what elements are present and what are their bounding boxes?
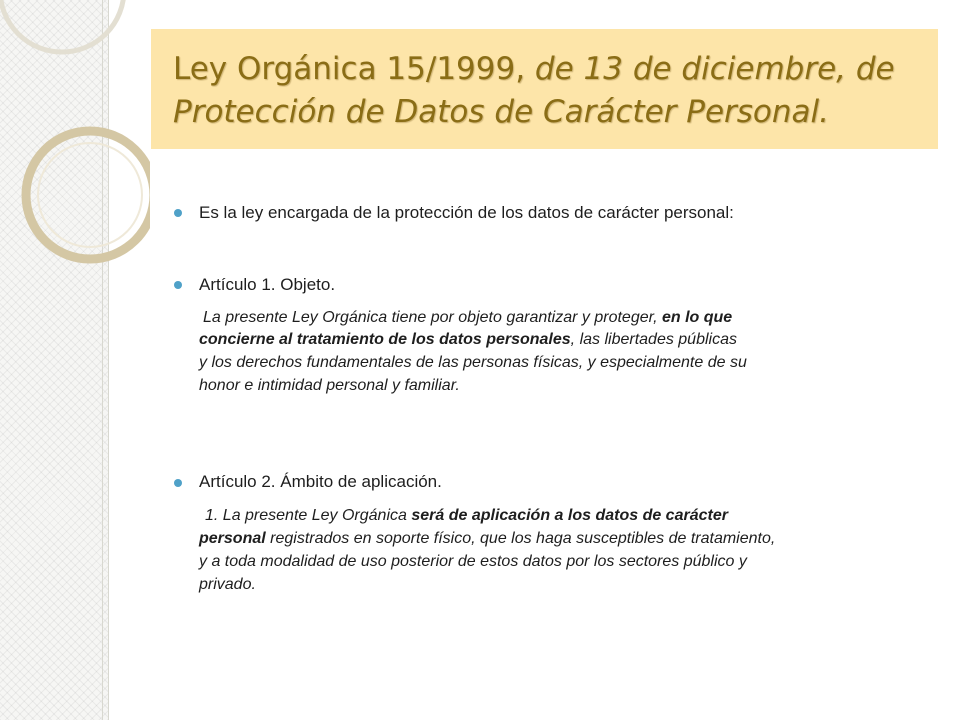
article-1-line-1-plain: La presente Ley Orgánica tiene por objeto garantizar y proteger, bbox=[203, 309, 662, 326]
slide-title-line-2: Protección de Datos de Carácter Personal. bbox=[173, 94, 829, 130]
article-2-heading: Artículo 2. Ámbito de aplicación. bbox=[199, 472, 442, 491]
article-1-line-2-bold: concierne al tratamiento de los datos personales bbox=[199, 331, 571, 348]
title-part-normal: Ley Orgánica 15/1999, bbox=[173, 51, 535, 87]
article-2-line-3: y a toda modalidad de uso posterior de estos datos por los sectores público y bbox=[199, 553, 747, 570]
intro-text: Es la ley encargada de la protección de los datos de carácter personal: bbox=[199, 203, 734, 222]
article-2-line-1-bold: será de aplicación a los datos de carácter bbox=[411, 507, 728, 524]
article-2-line-1-plain: 1. La presente Ley Orgánica bbox=[205, 507, 412, 524]
slide-title-line-1 bbox=[173, 51, 895, 87]
article-1-line-4: honor e intimidad personal y familiar. bbox=[199, 377, 460, 394]
article-1-line-2-plain: , las libertades públicas bbox=[570, 331, 737, 348]
gold-ring bbox=[26, 131, 150, 259]
decorative-rings bbox=[0, 0, 150, 300]
article-2-line-4: privado. bbox=[199, 576, 256, 593]
inner-ring bbox=[38, 143, 142, 247]
bullet-dot-intro bbox=[174, 209, 182, 217]
title-part-italic: de 13 de diciembre, de bbox=[534, 51, 895, 87]
article-2-line-2 bbox=[199, 528, 775, 550]
top-ring bbox=[0, 0, 124, 52]
article-2-line-2-plain: registrados en soporte físico, que los haga susceptibles de tratamiento, bbox=[265, 530, 776, 547]
bullet-dot-article-2 bbox=[174, 479, 182, 487]
bullet-dot-article-1 bbox=[174, 281, 182, 289]
article-2-line-1 bbox=[205, 505, 728, 527]
article-2-line-2-bold: personal bbox=[199, 530, 266, 547]
article-1-line-2 bbox=[199, 329, 737, 351]
article-1-line-1-bold: en lo que bbox=[661, 309, 733, 326]
article-1-line-1 bbox=[203, 307, 732, 329]
article-1-line-3: y los derechos fundamentales de las personas físicas, y especialmente de su bbox=[199, 354, 747, 371]
title-banner bbox=[151, 29, 938, 149]
article-1-heading: Artículo 1. Objeto. bbox=[199, 275, 336, 294]
